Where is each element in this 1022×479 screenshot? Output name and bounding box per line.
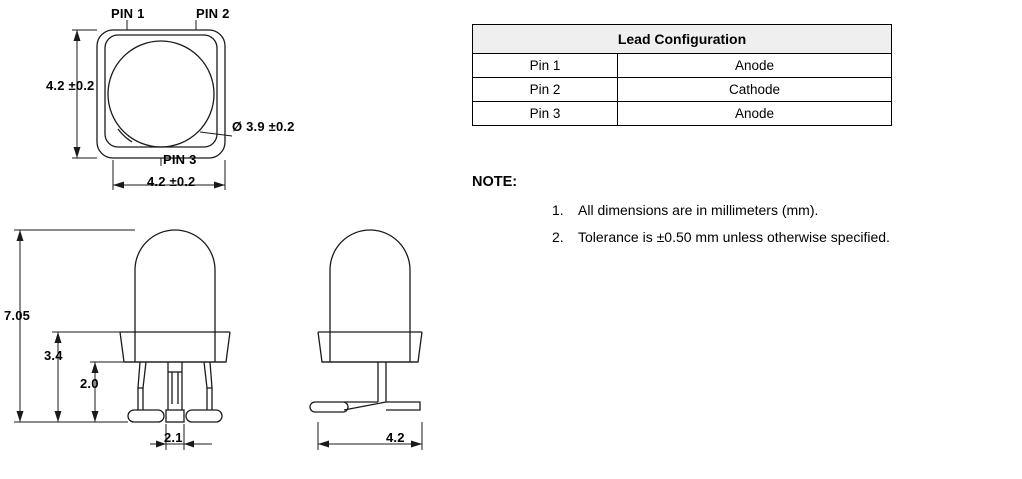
front-view-total-height-dimension: 7.05 xyxy=(4,308,31,323)
list-item xyxy=(552,229,1022,247)
table-row xyxy=(473,54,892,78)
side-view-drawing xyxy=(300,212,560,472)
list-item xyxy=(552,202,1022,220)
top-view-width-dimension: 4.2 ±0.2 xyxy=(147,174,196,189)
lead-configuration-table xyxy=(472,24,892,126)
table-cell-function: Anode xyxy=(618,102,892,126)
front-view-drawing xyxy=(0,212,300,472)
table-row xyxy=(473,78,892,102)
table-cell-pin: Pin 1 xyxy=(473,54,618,78)
table-header-row xyxy=(473,25,892,54)
front-view-lead-height-dimension: 2.0 xyxy=(80,376,99,391)
note-text: Tolerance is ±0.50 mm unless otherwise specified. xyxy=(578,228,890,245)
table-row xyxy=(473,102,892,126)
top-view-pin2-label: PIN 2 xyxy=(196,6,230,21)
note-number: 2. xyxy=(552,228,564,245)
side-view-width-dimension: 4.2 xyxy=(386,430,405,445)
table-cell-pin: Pin 3 xyxy=(473,102,618,126)
note-list xyxy=(552,202,1022,255)
table-cell-function: Cathode xyxy=(618,78,892,102)
note-heading: NOTE: xyxy=(472,174,518,190)
table-title: Lead Configuration xyxy=(473,25,892,54)
note-number: 1. xyxy=(552,202,564,218)
table-cell-pin: Pin 2 xyxy=(473,78,618,102)
top-view-height-dimension: 4.2 ±0.2 xyxy=(46,78,95,93)
table-cell-function: Anode xyxy=(618,54,892,78)
front-view-lead-width-dimension: 2.1 xyxy=(164,430,183,445)
top-view-pin3-label: PIN 3 xyxy=(163,152,197,167)
top-view-drawing xyxy=(0,0,400,200)
front-view-body-height-dimension: 3.4 xyxy=(44,348,63,363)
top-view-pin1-label: PIN 1 xyxy=(111,6,145,21)
note-text: All dimensions are in millimeters (mm). xyxy=(578,202,819,218)
top-view-diameter-dimension: Ø 3.9 ±0.2 xyxy=(232,119,295,134)
